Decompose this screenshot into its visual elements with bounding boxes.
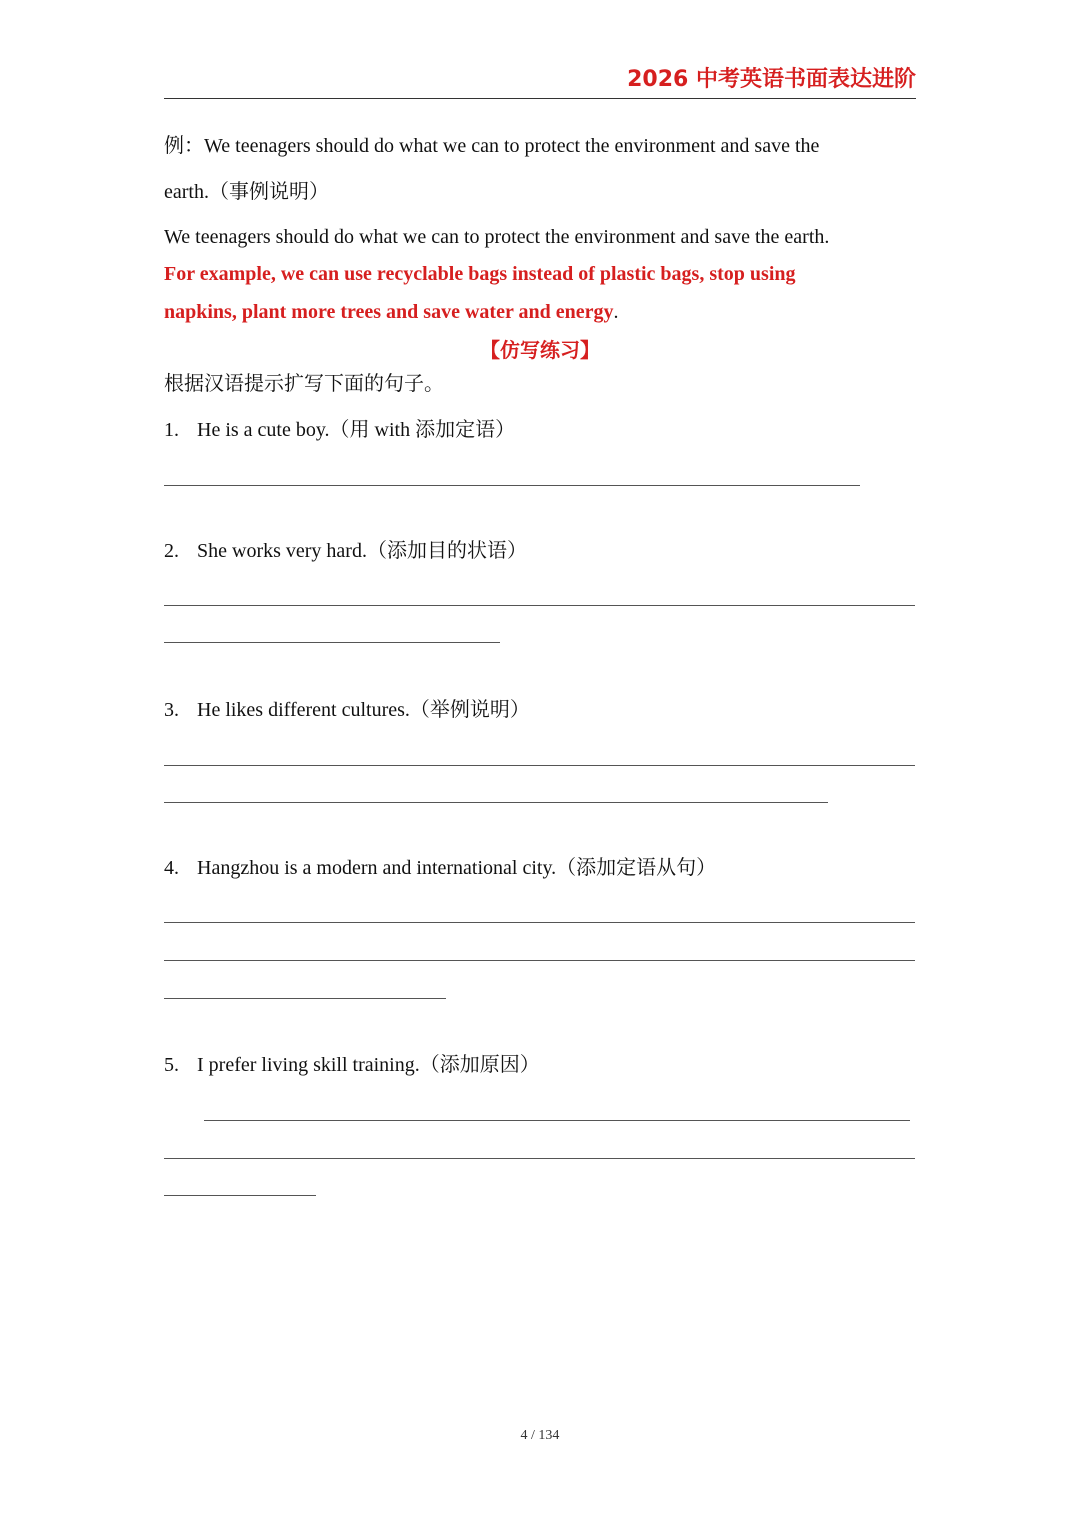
answer-line[interactable] <box>164 642 500 643</box>
header-title: 2026 中考英语书面表达进阶 <box>627 67 916 92</box>
answer-line[interactable] <box>164 998 446 999</box>
answer-line[interactable] <box>164 765 915 766</box>
item-number: 5. <box>164 1054 179 1076</box>
practice-item-2 <box>164 537 527 565</box>
practice-item-1 <box>164 416 515 444</box>
item-text: He is a cute boy.（用 with 添加定语） <box>197 419 516 441</box>
item-number: 3. <box>164 699 179 721</box>
item-text: Hangzhou is a modern and international city.（添加定语从句） <box>197 857 717 879</box>
example-answer-red-text: napkins, plant more trees and save water and energy <box>164 301 614 323</box>
answer-line[interactable] <box>164 605 915 606</box>
practice-item-5 <box>164 1051 540 1079</box>
example-line-2: earth.（事例说明） <box>164 181 329 203</box>
item-number: 4. <box>164 857 179 879</box>
header-divider <box>164 98 916 99</box>
page-number: 4 / 134 <box>520 1428 560 1443</box>
answer-line[interactable] <box>164 922 915 923</box>
practice-item-3 <box>164 696 530 724</box>
example-answer-red-line-2 <box>164 298 618 326</box>
item-text: I prefer living skill training.（添加原因） <box>197 1054 540 1076</box>
item-number: 2. <box>164 540 179 562</box>
example-line-1: 例：We teenagers should do what we can to protect the environment and save the <box>164 135 820 157</box>
item-number: 1. <box>164 419 179 441</box>
answer-line[interactable] <box>164 1195 316 1196</box>
answer-line[interactable] <box>164 802 828 803</box>
item-text: He likes different cultures.（举例说明） <box>197 699 530 721</box>
answer-line[interactable] <box>164 485 860 486</box>
answer-line[interactable] <box>164 960 915 961</box>
item-text: She works very hard.（添加目的状语） <box>197 540 527 562</box>
practice-instruction: 根据汉语提示扩写下面的句子。 <box>164 373 444 395</box>
practice-title: 【仿写练习】 <box>480 338 600 362</box>
example-answer-red-line-1: For example, we can use recyclable bags instead of plastic bags, stop using <box>164 263 796 285</box>
example-answer-period: . <box>613 301 619 323</box>
answer-line[interactable] <box>204 1120 910 1121</box>
example-answer-plain: We teenagers should do what we can to protect the environment and save the earth. <box>164 226 830 248</box>
answer-line[interactable] <box>164 1158 915 1159</box>
practice-item-4 <box>164 854 716 882</box>
